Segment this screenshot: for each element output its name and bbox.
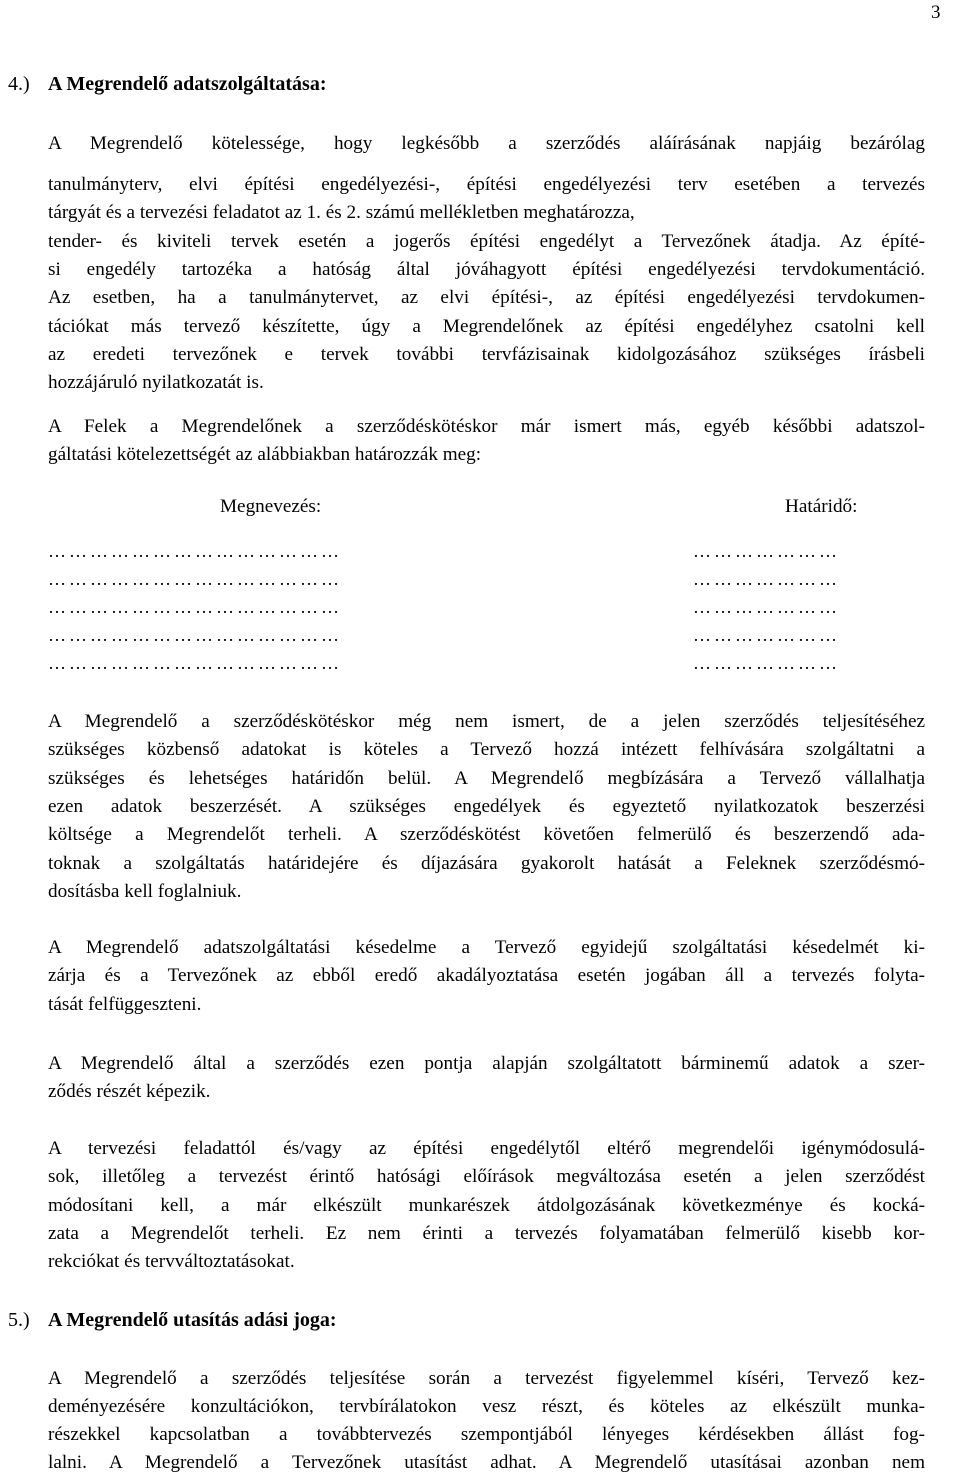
table-row-deadline-blank: ………………… bbox=[693, 569, 840, 589]
para1-line: tárgyát és a tervezési feladatot az 1. és 2. számú mellékletben meghatározza, bbox=[48, 202, 635, 223]
table-header-deadline: Határidő: bbox=[785, 496, 858, 517]
para6-line: módosítani kell, a már elkészült munkarészek átdolgozásának következménye és kocká- bbox=[48, 1195, 925, 1216]
table-row-name-blank: …………………………………… bbox=[48, 541, 342, 561]
table-row-deadline-blank: ………………… bbox=[693, 597, 840, 617]
para3-line: ezen adatok beszerzését. A szükséges engedélyek és egyeztető nyilatkozatok beszerzési bbox=[48, 796, 925, 817]
para3-line: szükséges közbenső adatokat is köteles a Tervező hozzá intézett felhívására szolgáltatni a bbox=[48, 739, 925, 760]
section-5-number: 5.) bbox=[8, 1309, 30, 1331]
para6-line: sok, illetőleg a tervezést érintő hatósági előírások megváltozása esetén a jelen szerződést bbox=[48, 1166, 925, 1187]
para1-line: Az esetben, ha a tanulmánytervet, az elvi építési-, az építési engedélyezési tervdokumen- bbox=[48, 287, 925, 308]
para3-line: költsége a Megrendelőt terheli. A szerződéskötést követően felmerülő és beszerzendő ada- bbox=[48, 824, 925, 845]
para5-line: ződés részét képezik. bbox=[48, 1081, 211, 1102]
table-row-name-blank: …………………………………… bbox=[48, 653, 342, 673]
table-row-name-blank: …………………………………… bbox=[48, 569, 342, 589]
table-row-deadline-blank: ………………… bbox=[693, 625, 840, 645]
para7-line: lalni. A Megrendelő a Tervezőnek utasítást adhat. A Megrendelő utasításai azonban nem bbox=[48, 1452, 925, 1473]
section-4-title: A Megrendelő adatszolgáltatása: bbox=[48, 73, 327, 95]
table-header-name: Megnevezés: bbox=[220, 496, 322, 517]
para1-line: tender- és kiviteli tervek esetén a jogerős építési engedélyt a Tervezőnek átadja. Az építé- bbox=[48, 231, 925, 252]
para4-line: A Megrendelő adatszolgáltatási késedelme a Tervező egyidejű szolgáltatási késedelmét ki- bbox=[48, 937, 925, 958]
para3-line: toknak a szolgáltatás határidejére és díjazására gyakorolt hatását a Feleknek szerződésmó- bbox=[48, 853, 925, 874]
para1-line: tanulmányterv, elvi építési engedélyezési-, építési engedélyezési terv esetében a tervezés bbox=[48, 174, 925, 195]
para1-line: hozzájáruló nyilatkozatát is. bbox=[48, 372, 264, 393]
para5-line: A Megrendelő által a szerződés ezen pontja alapján szolgáltatott bárminemű adatok a szer- bbox=[48, 1053, 925, 1074]
page-number: 3 bbox=[931, 2, 941, 23]
para3-line: A Megrendelő a szerződéskötéskor még nem ismert, de a jelen szerződés teljesítéséhez bbox=[48, 711, 925, 732]
para7-line: deményezésére konzultációkon, tervbírálatokon vesz részt, és köteles az elkészült munka- bbox=[48, 1396, 925, 1417]
para6-line: rekciókat és tervváltoztatásokat. bbox=[48, 1251, 295, 1272]
section-4-heading bbox=[8, 70, 327, 98]
para4-line: zárja és a Tervezőnek az ebből eredő akadályoztatása esetén jogában áll a tervezés folyta- bbox=[48, 965, 925, 986]
para3-line: szükséges és lehetséges határidőn belül. A Megrendelő megbízására a Tervező vállalhatja bbox=[48, 768, 925, 789]
table-row-name-blank: …………………………………… bbox=[48, 625, 342, 645]
para4-line: tását felfüggeszteni. bbox=[48, 994, 202, 1015]
para1-line: si engedély tartozéka a hatóság által jóváhagyott építési engedélyezési tervdokumentáció. bbox=[48, 259, 925, 280]
para6-line: zata a Megrendelőt terheli. Ez nem érinti a tervezés folyamatában felmerülő kisebb kor- bbox=[48, 1223, 925, 1244]
para3-line: dosításba kell foglalniuk. bbox=[48, 881, 242, 902]
section-4-number: 4.) bbox=[8, 73, 30, 95]
table-row-deadline-blank: ………………… bbox=[693, 541, 840, 561]
table-row-name-blank: …………………………………… bbox=[48, 597, 342, 617]
para6-line: A tervezési feladattól és/vagy az építési engedélytől eltérő megrendelői igénymódosulá- bbox=[48, 1138, 925, 1159]
para1-line: tációkat más tervező készítette, úgy a Megrendelőnek az építési engedélyhez csatolni kell bbox=[48, 316, 925, 337]
para2-line: A Felek a Megrendelőnek a szerződéskötéskor már ismert más, egyéb későbbi adatszol- bbox=[48, 416, 925, 437]
section-5-heading bbox=[8, 1306, 337, 1334]
para7-line: A Megrendelő a szerződés teljesítése során a tervezést figyelemmel kíséri, Tervező kez- bbox=[48, 1368, 925, 1389]
table-row-deadline-blank: ………………… bbox=[693, 653, 840, 673]
para7-line: részekkel kapcsolatban a továbbtervezés szempontjából lényeges kérdésekben állást fog- bbox=[48, 1424, 925, 1445]
section-5-title: A Megrendelő utasítás adási joga: bbox=[48, 1309, 337, 1331]
para1-line: A Megrendelő kötelessége, hogy legkésőbb a szerződés aláírásának napjáig bezárólag bbox=[48, 133, 925, 154]
para1-line: az eredeti tervezőnek e tervek további tervfázisainak kidolgozásához szükséges írásbeli bbox=[48, 344, 925, 365]
para2-line: gáltatási kötelezettségét az alábbiakban határozzák meg: bbox=[48, 444, 482, 465]
